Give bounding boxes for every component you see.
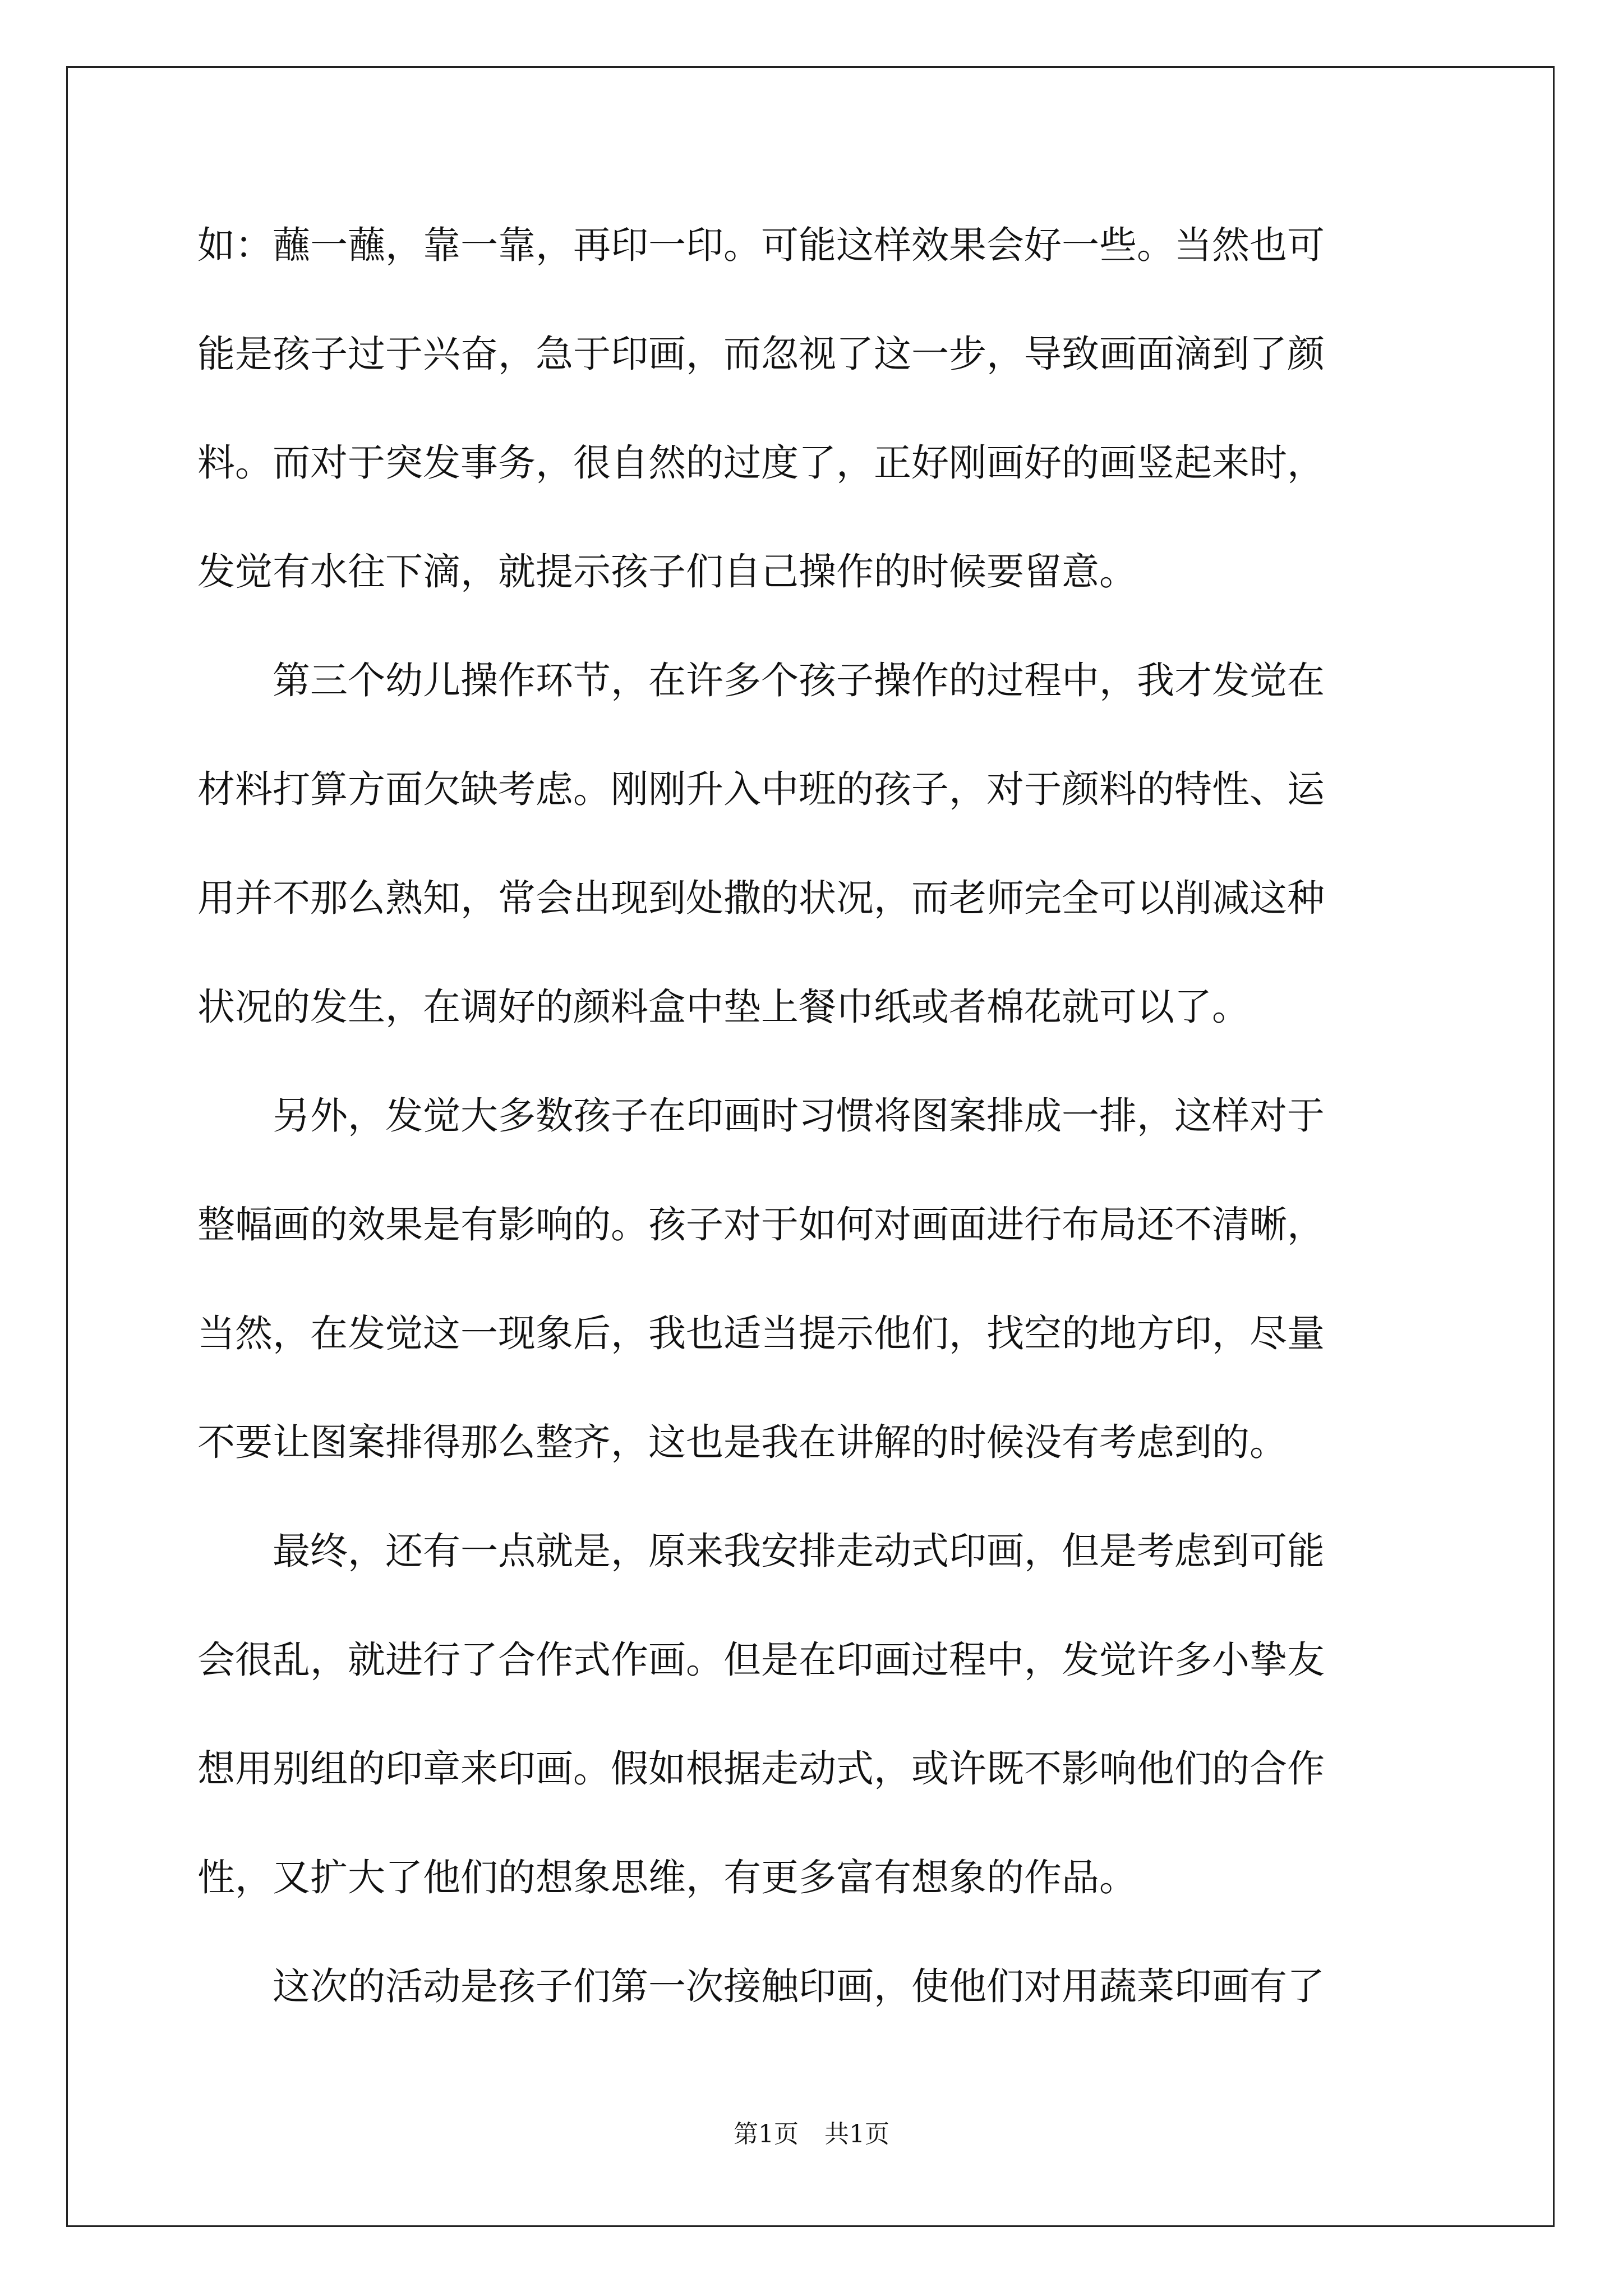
text-line: 会很乱，就进行了合作式作画。但是在印画过程中，发觉许多小挚友 xyxy=(197,1638,1325,1682)
text-line: 如：蘸一蘸，靠一靠，再印一印。可能这样效果会好一些。当然也可 xyxy=(197,223,1325,267)
text-line: 不要让图案排得那么整齐，这也是我在讲解的时候没有考虑到的。 xyxy=(197,1420,1287,1464)
page-total: 共1页 xyxy=(824,2120,889,2148)
text-line: 性，又扩大了他们的想象思维，有更多富有想象的作品。 xyxy=(197,1856,1137,1899)
text-line: 料。而对于突发事务，很自然的过度了，正好刚画好的画竖起来时， xyxy=(197,441,1325,485)
text-line: 最终，还有一点就是，原来我安排走动式印画，但是考虑到可能 xyxy=(197,1529,1325,1573)
text-line: 用并不那么熟知，常会出现到处撒的状况，而老师完全可以削减这种 xyxy=(197,876,1325,920)
text-line: 状况的发生，在调好的颜料盒中垫上餐巾纸或者棉花就可以了。 xyxy=(197,985,1249,1029)
text-line: 想用别组的印章来印画。假如根据走动式，或许既不影响他们的合作 xyxy=(197,1747,1325,1791)
text-line: 发觉有水往下滴，就提示孩子们自己操作的时候要留意。 xyxy=(197,550,1137,593)
text-line: 整幅画的效果是有影响的。孩子对于如何对画面进行布局还不清晰， xyxy=(197,1203,1325,1246)
text-line: 这次的活动是孩子们第一次接触印画，使他们对用蔬菜印画有了 xyxy=(197,1964,1325,2008)
page-number: 第1页 xyxy=(734,2120,799,2148)
page-footer xyxy=(0,2118,1623,2151)
text-line: 第三个幼儿操作环节，在许多个孩子操作的过程中，我才发觉在 xyxy=(197,659,1325,702)
text-line: 能是孩子过于兴奋，急于印画，而忽视了这一步，导致画面滴到了颜 xyxy=(197,332,1325,376)
text-line: 材料打算方面欠缺考虑。刚刚升入中班的孩子，对于颜料的特性、运 xyxy=(197,767,1325,811)
document-body xyxy=(197,191,1431,2041)
text-line: 另外，发觉大多数孩子在印画时习惯将图案排成一排，这样对于 xyxy=(197,1094,1325,1138)
text-line: 当然，在发觉这一现象后，我也适当提示他们，找空的地方印，尽量 xyxy=(197,1312,1325,1355)
